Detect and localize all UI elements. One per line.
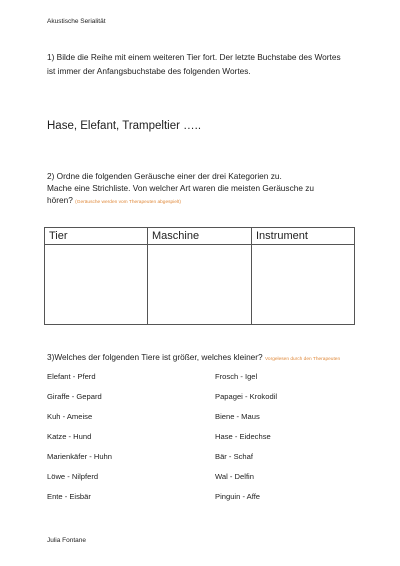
column-tier: Tier — [45, 228, 148, 245]
pair-right-1: Frosch - Igel — [215, 372, 258, 381]
pair-left-7: Ente - Eisbär — [47, 492, 91, 501]
task3-text — [47, 352, 340, 362]
pair-left-4: Katze - Hund — [47, 432, 92, 441]
task2-note: (Geräusche werden vom Therapeuten abgespielt) — [75, 200, 181, 205]
sorting-table — [44, 227, 355, 325]
task2-line3: hören? — [47, 195, 73, 205]
pair-right-5: Bär - Schaf — [215, 452, 253, 461]
table-header-row — [45, 228, 355, 245]
task2-text — [47, 170, 367, 209]
pair-left-6: Löwe - Nilpferd — [47, 472, 99, 481]
task2-line3-row — [47, 194, 367, 209]
table-answer-row — [45, 245, 355, 325]
pair-right-4: Hase - Eidechse — [215, 432, 271, 441]
answer-cell-tier[interactable] — [45, 245, 148, 325]
pair-left-2: Giraffe - Gepard — [47, 392, 102, 401]
task1-text: 1) Bilde die Reihe mit einem weiteren Tier fort. Der letzte Buchstabe des Wortes ist immer der Anfangsbuchstabe des folgenden Wortes. — [47, 52, 341, 76]
column-instrument: Instrument — [252, 228, 355, 245]
answer-cell-instrument[interactable] — [252, 245, 355, 325]
answer-cell-maschine[interactable] — [148, 245, 252, 325]
pair-left-5: Marienkäfer - Huhn — [47, 452, 112, 461]
pair-right-7: Pinguin - Affe — [215, 492, 261, 501]
page-footer: Julia Fontane — [47, 537, 87, 544]
pair-right-6: Wal - Delfin — [215, 472, 254, 481]
pair-right-2: Papagei - Krokodil — [215, 392, 278, 401]
pair-left-3: Kuh - Ameise — [47, 412, 93, 421]
column-maschine: Maschine — [148, 228, 252, 245]
animal-pairs — [47, 372, 347, 512]
task2-line1: 2) Ordne die folgenden Geräusche einer der drei Kategorien zu. — [47, 171, 282, 181]
page-header: Akustische Serialität — [47, 18, 106, 25]
pair-right-3: Biene - Maus — [215, 412, 260, 421]
task2-line2: Mache eine Strichliste. Von welcher Art waren die meisten Geräusche zu — [47, 183, 315, 193]
task3-question: 3)Welches der folgenden Tiere ist größer, welches kleiner? — [47, 352, 263, 362]
animal-series: Hase, Elefant, Trampeltier ….. — [47, 120, 202, 132]
task3-note: Vorgelesen durch den Therapeuten — [265, 357, 341, 362]
pair-left-1: Elefant - Pferd — [47, 372, 96, 381]
